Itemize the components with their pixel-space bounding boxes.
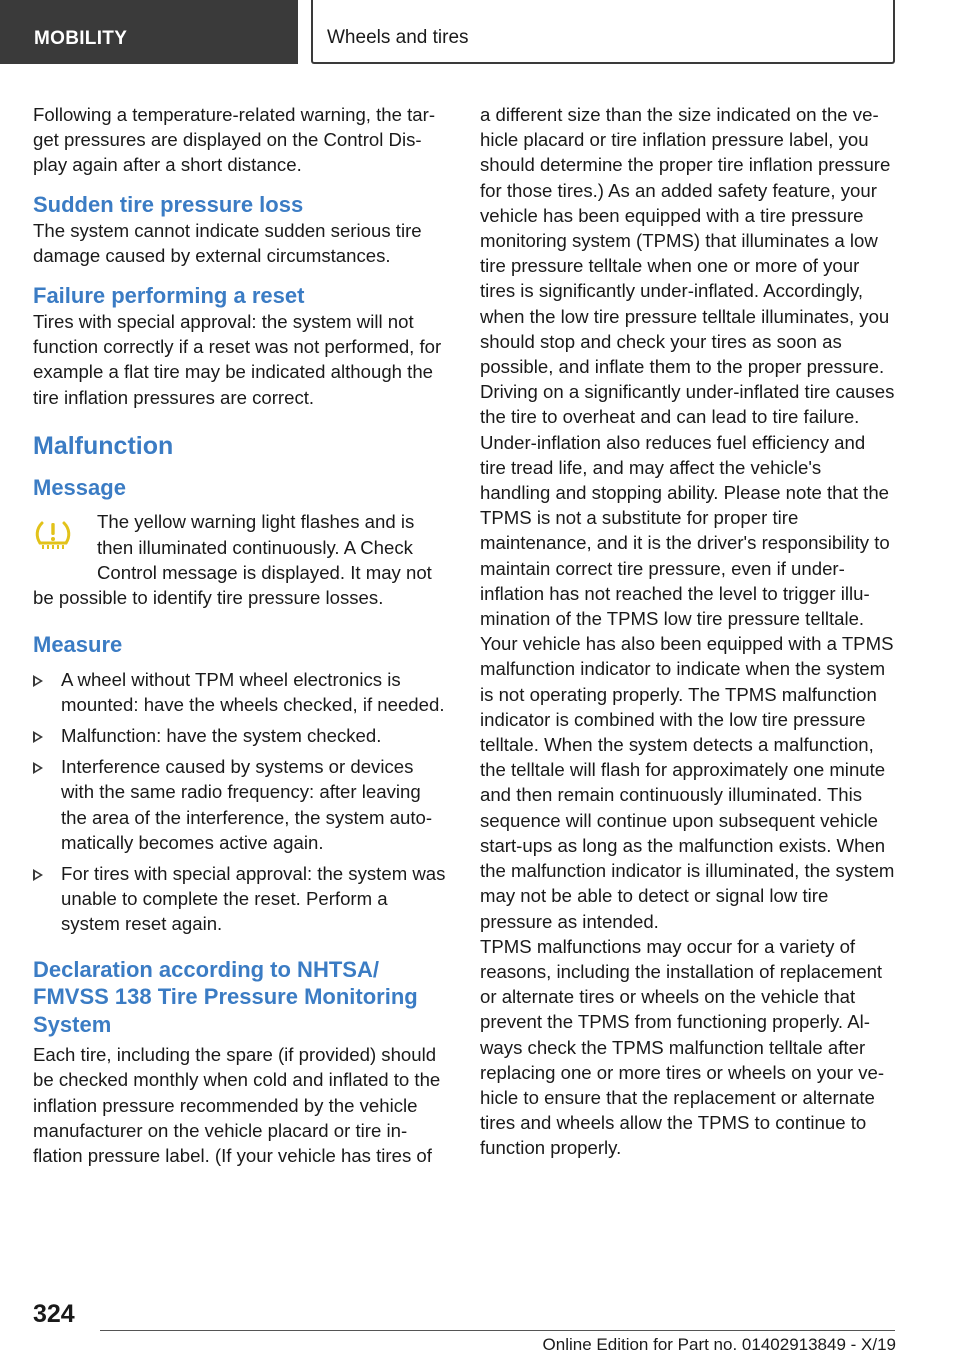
- heading-declaration-nhtsa: Declaration according to NHTSA/ FMVSS 138 Tire Pressure Monitoring System: [33, 956, 418, 1037]
- right-column: [480, 102, 896, 1161]
- heading-malfunction: Malfunction: [33, 431, 174, 460]
- triangle-bullet-icon: [33, 731, 43, 743]
- heading-message: Message: [33, 474, 126, 500]
- declaration-paragraph: Each tire, including the spare (if provided) should be checked monthly when cold and inflated to the inflation pressure recommended by the vehicle manufacturer on the vehicle placard or tire inflation pressure label. (If your vehicle has tires of: [33, 1044, 441, 1166]
- message-text-indented: The yellow warning light flashes and is then illuminated continuously. A Check Control message is displayed. It may not: [97, 511, 432, 583]
- list-item: Interference caused by systems or devices with the same radio frequency: after leaving the area of the interference, the system automatically becomes active again.: [33, 754, 446, 855]
- header-section-tab: [0, 0, 298, 64]
- heading-failure-performing-reset: Failure performing a reset: [33, 282, 305, 308]
- list-item: Malfunction: have the system checked.: [33, 723, 446, 748]
- triangle-bullet-icon: [33, 762, 43, 774]
- sudden-loss-paragraph: The system cannot indicate sudden serious tire damage caused by external circumstances.: [33, 220, 422, 267]
- list-item: A wheel without TPM wheel electronics is mounted: have the wheels checked, if needed.: [33, 667, 446, 717]
- message-block: [33, 509, 446, 610]
- tpms-paragraph-2: Your vehicle has also been equipped with a TPMS malfunction indicator to indicate when the system is not operating properly. The TPMS malfunction indicator is combined with the low tire pressure telltale. When the system detects a malfunction, the telltale will flash for approximately one minute and then remain continuously illuminated. This sequence will continue upon subsequent vehicle start-ups as long as the malfunction exists. When the malfunction indicator is illuminated, the system may not be able to detect or signal low tire pressure as intended.: [480, 633, 895, 932]
- page-number: 324: [33, 1300, 75, 1328]
- triangle-bullet-icon: [33, 675, 43, 687]
- measures-list: [33, 667, 446, 937]
- list-item: For tires with special approval: the system was unable to complete the reset. Perform a system reset again.: [33, 861, 446, 937]
- heading-sudden-tire-pressure-loss: Sudden tire pressure loss: [33, 191, 304, 217]
- footer-divider: [100, 1330, 895, 1331]
- header-chapter-label: Wheels and tires: [327, 27, 469, 48]
- tpms-paragraph-3: TPMS malfunctions may occur for a variety of reasons, including the installation of replacement or alternate tires or wheels on the vehicle that prevent the TPMS from functioning properly. Always check the TPMS malfunction telltale after replacing one or more tires or wheels on your vehicle to ensure that the replacement or alternate tires and wheels allow the TPMS to continue to function properly.: [480, 935, 885, 1159]
- tire-pressure-warning-icon: [33, 515, 73, 555]
- heading-measure: Measure: [33, 632, 123, 658]
- failure-reset-paragraph: Tires with special approval: the system will not function correctly if a reset was not performed, for example a flat tire may be indicated although the tire inflation pressures are correct.: [33, 311, 442, 408]
- left-column: [33, 102, 446, 1168]
- message-text-rest: be possible to identify tire pressure losses.: [33, 586, 384, 608]
- header-chapter-tab: [311, 0, 895, 64]
- tpms-paragraph-1: a different size than the size indicated on the vehicle placard or tire inflation pressure label, you should determine the proper tire inflation pressure for those tires.) As an added safety feature, your vehicle has been equipped with a tire pressure monitoring system (TPMS) that illuminates a low tire pressure telltale when one or more of your tires is significantly under-inflated. Accordingly, when the low tire pressure telltale illuminates, you should stop and check your tires as soon as possible, and inflate them to the proper pressure. Driving on a significantly under-inflated tire causes the tire to overheat and can lead to tire failure. Under-inflation also reduces fuel efficiency and tire tread life, and may affect the vehicle's handling and stopping ability. Please note that the TPMS is not a substitute for proper tire maintenance, and it is the driver's responsibility to maintain correct tire pressure, even if under-inflation has not reached the level to trigger illumination of the TPMS low tire pressure telltale.: [480, 104, 895, 630]
- header-section-label: MOBILITY: [34, 28, 128, 49]
- triangle-bullet-icon: [33, 869, 43, 881]
- intro-paragraph: Following a temperature-related warning, the target pressures are displayed on the Control Display again after a short distance.: [33, 104, 436, 176]
- footer-edition-text: Online Edition for Part no. 01402913849 - X/19: [542, 1335, 896, 1354]
